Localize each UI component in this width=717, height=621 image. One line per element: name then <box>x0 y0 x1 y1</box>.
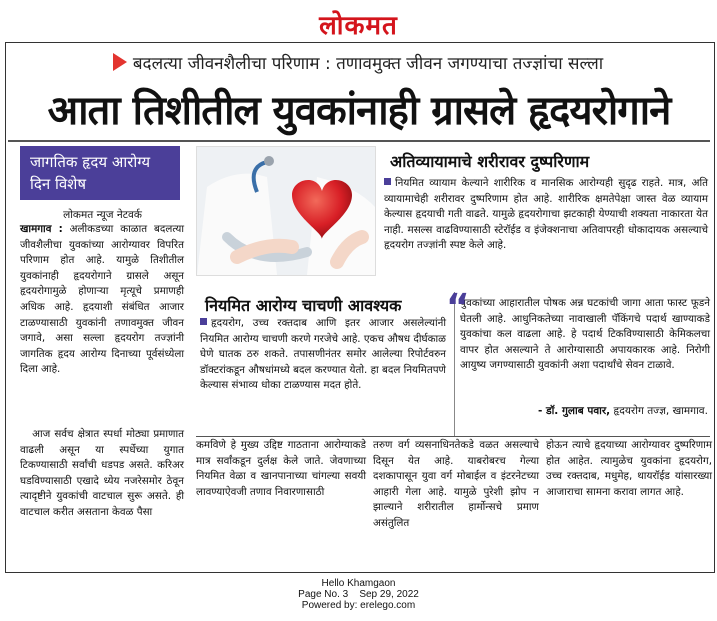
column-4: होऊन त्याचे हृदयाच्या आरोग्यावर दुष्परिणाम होत आहेत. त्यामुळेच युवकांना हृदयरोग, उच्च रक्तदाब, मधुमेह, थायरॉईड यांसारख्या आजाराचा सामना करावा लागत आहे. <box>546 439 712 498</box>
heart-photo <box>196 146 376 276</box>
column-2: कमविणे हे मुख्य उद्दिष्ट गाठताना आरोग्याकडे मात्र सर्वांकडून दुर्लक्ष केले जाते. जेवणाच्या नियमित वेळा व खानपानाच्या चांगल्या सवयी लावण्याऐवजी तणाव निवारणासाठी <box>196 439 366 498</box>
page-footer <box>0 578 717 611</box>
column-1-para-1 <box>20 222 184 378</box>
headline: आता तिशीतील युवकांनाही ग्रासले हृदयरोगाने <box>47 88 671 134</box>
footer-site: Hello Khamgaon <box>321 578 396 589</box>
section-1-body <box>384 176 708 254</box>
section-1-text: नियमित व्यायाम केल्याने शारीरिक व मानसिक आरोग्यही सुदृढ राहते. मात्र, अति व्यायामाचेही शरीरावर दुष्परिणाम होत आहे. शारीरिक क्षमतेपेक्षा जास्त वेळ व्यायाम केल्यास हृदयाची गती वाढते. यामुळे हृदयरोगाचा झटकाही येण्याची शक्यता नाकारता येत नाही. मसल्स वाढविण्यासाठी स्टेरॉईड व इंजेक्शनाचा अतिवापरही धोकादायक असल्याचे हृदयरोग तज्ज्ञांनी स्पष्ट केले आहे. <box>384 177 708 252</box>
triangle-icon <box>113 53 127 71</box>
quote-author-role: हृदयरोग तज्ज्ञ, खामगाव. <box>610 405 708 417</box>
quote-author-name: - डॉ. गुलाब पवार, <box>537 405 611 417</box>
headline-rule <box>8 140 710 142</box>
section-2-body <box>200 316 446 394</box>
masthead-logo: लोकमत <box>319 11 398 41</box>
square-bullet-icon <box>384 178 391 185</box>
quote-author <box>460 404 708 418</box>
footer-powered-by: Powered by: erelego.com <box>301 600 416 611</box>
quote-text: युवकांच्या आहारातील पोषक अन्न घटकांची जागा आता फास्ट फूडने घेतली आहे. आधुनिकतेच्या नावाखाली पॅकिंगचे पदार्थ खाण्याकडे युवकांचा कल वाढला आहे. हे पदार्थ टिकविण्यासाठी केमिकलचा वापर होत असल्याने ते आरोग्यासाठी अपायकारक आहे. निरोगी आयुष्य जगण्यासाठी युवकांनी अशा पदार्थांचे सेवन टाळावे. <box>460 297 710 372</box>
dateline: खामगाव : <box>20 223 63 235</box>
expert-quote <box>446 287 710 374</box>
special-label: जागतिक हृदय आरोग्य दिन विशेष <box>20 146 180 200</box>
column-1-text: अलीकडच्या काळात बदलत्या जीवशैलीचा युवकांच्या आरोग्यावर विपरित परिणाम होत आहे. यामुळे तिशीतील युवकांनाही हृदयरोगाने ग्रासले असून हृदयरोगामुळे होणाऱ्या मृत्यूचे प्रमाणही अधिक आहे. हृदयाशी संबंधित आजार टाळण्यासाठी युवकांनी तणावमुक्त जीवन जगावे, असा सल्ला हृदयरोग तज्ज्ञांनी जागतिक हृदय आरोग्य दिनाच्या पूर्वसंध्येला दिला आहे. <box>20 223 184 376</box>
footer-page-date: Page No. 3 Sep 29, 2022 <box>298 589 419 600</box>
section-1-title: अतिव्यायामाचे शरीरावर दुष्परिणाम <box>390 152 590 171</box>
section-2-text: हृदयरोग, उच्च रक्तदाब आणि इतर आजार असलेल्यांनी नियमित आरोग्य चाचणी करणे गरजेचे आहे. एकच औषध दीर्घकाळ घेणे घातक ठरु शकते. तपासणीनंतर समोर आलेल्या रिपोर्टवरुन डॉक्टरांकडून औषधांमध्ये बदल करण्यात येतो. हा बदल नियमितपणे केल्यास संभाव्य धोका टाळण्यास मदत होते. <box>200 317 446 392</box>
kicker <box>8 48 708 76</box>
lower-rule <box>196 436 710 437</box>
section-2-title: नियमित आरोग्य चाचणी आवश्यक <box>205 296 402 315</box>
byline: लोकमत न्यूज नेटवर्क <box>63 209 142 221</box>
column-1-para-2 <box>20 427 184 521</box>
column-3: तरुण वर्ग व्यसनाधिनतेकडे वळत असल्याचे दिसून येत आहे. याबरोबरच गेल्या दशकापासून युवा वर्ग मोबाईल व इंटरनेटच्या आहारी गेला आहे. यामुळे पुरेशी झोप न झाल्याने शरीरातील हार्मोन्सचे प्रमाण असंतुलित <box>373 439 539 529</box>
quote-mark-icon: “ <box>446 287 470 328</box>
column-1-text-2: आज सर्वच क्षेत्रात स्पर्धा मोठ्या प्रमाणात वाढली असून या स्पर्धेच्या युगात टिकण्यासाठी सर्वांची धडपड असते. करिअर घडविण्यासाठी एखादे ध्येय नजरेसमोर ठेवून त्यादृष्टीने युवकांची वाटचाल सुरू असते. ही वाटचाल करीत असताना केवळ पैसा <box>20 428 184 518</box>
kicker-text: बदलत्या जीवनशैलीचा परिणाम : तणावमुक्त जीवन जगण्याचा तज्ज्ञांचा सल्ला <box>132 53 604 74</box>
square-bullet-icon <box>200 318 207 325</box>
